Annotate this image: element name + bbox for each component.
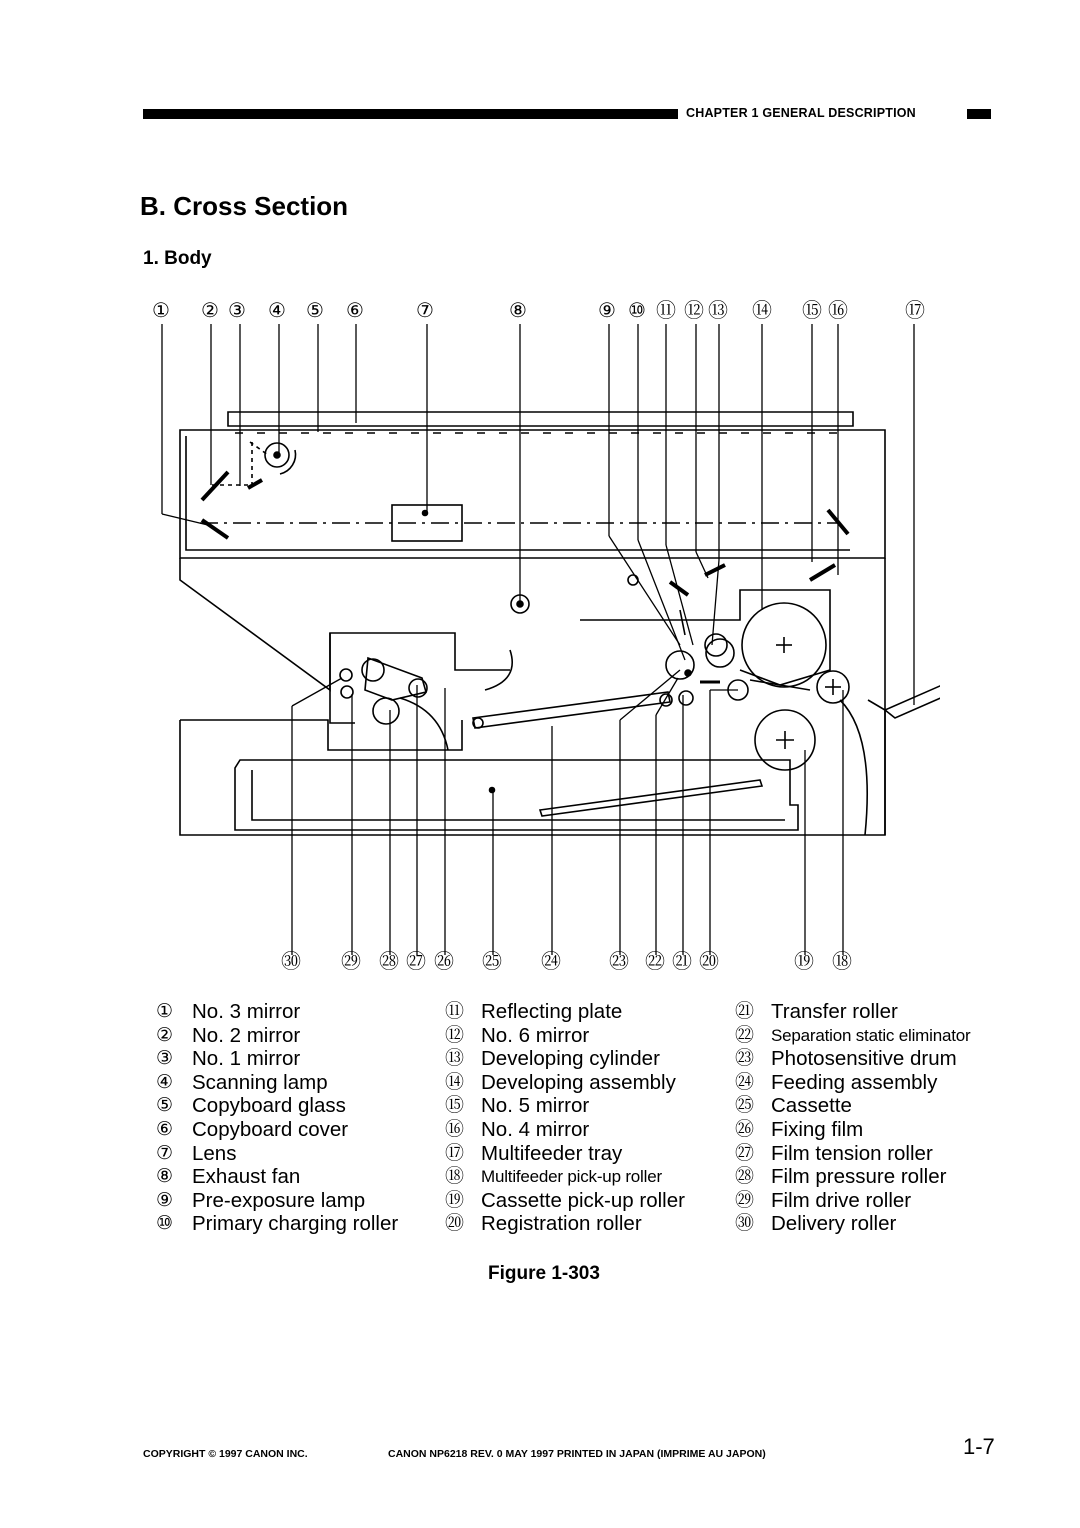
legend-item: ㉔ Feeding assembly xyxy=(735,1070,938,1094)
legend-item: ⑭ Developing assembly xyxy=(445,1070,676,1094)
callout-19: ⑲ xyxy=(794,949,814,973)
legend-item: ⑬ Developing cylinder xyxy=(445,1047,660,1071)
top-callouts xyxy=(152,298,925,322)
sub-title: 1. Body xyxy=(143,248,212,269)
lower-body xyxy=(180,558,885,835)
callout-4: ④ xyxy=(268,298,286,322)
legend-item: ㉒ Separation static eliminator xyxy=(735,1024,971,1046)
callout-9: ⑨ xyxy=(598,298,616,322)
chapter-heading: CHAPTER 1 GENERAL DESCRIPTION xyxy=(686,106,916,120)
callout-20: ⑳ xyxy=(699,949,719,973)
callout-30: ㉚ xyxy=(281,949,301,973)
legend-item: ㉑ Transfer roller xyxy=(735,1000,898,1023)
legend-item: ③ No. 1 mirror xyxy=(156,1047,301,1071)
callout-6: ⑥ xyxy=(346,298,364,322)
legend-item: ⑪ Reflecting plate xyxy=(445,1000,623,1023)
callout-17: ⑰ xyxy=(905,298,925,322)
legend-column-3 xyxy=(735,1000,970,1236)
legend-item: ④ Scanning lamp xyxy=(156,1070,328,1094)
bottom-callouts xyxy=(281,949,852,973)
callout-22: ㉒ xyxy=(645,949,665,973)
callout-16: ⑯ xyxy=(828,298,848,322)
legend-item: ⑮ No. 5 mirror xyxy=(445,1094,590,1118)
footer-print-info: CANON NP6218 REV. 0 MAY 1997 PRINTED IN JAPAN (IMPRIME AU JAPON) xyxy=(388,1448,766,1460)
feed-path xyxy=(235,671,940,835)
legend-column-1 xyxy=(156,1000,398,1236)
header-rule xyxy=(143,109,678,119)
callout-15: ⑮ xyxy=(802,298,822,322)
footer-copyright: COPYRIGHT © 1997 CANON INC. xyxy=(143,1448,308,1460)
callout-7: ⑦ xyxy=(416,298,434,322)
legend-item: ㉕ Cassette xyxy=(735,1094,852,1118)
legend-item: ㉗ Film tension roller xyxy=(735,1141,933,1165)
legend-item: ⑯ No. 4 mirror xyxy=(445,1117,590,1141)
callout-28: ㉘ xyxy=(379,949,399,973)
callout-8: ⑧ xyxy=(509,298,527,322)
callout-11: ⑪ xyxy=(656,298,676,322)
figure-caption: Figure 1-303 xyxy=(488,1263,600,1284)
callout-5: ⑤ xyxy=(306,298,324,322)
callout-21: ㉑ xyxy=(672,949,692,973)
legend-item: ⑦ Lens xyxy=(156,1141,237,1165)
callout-24: ㉔ xyxy=(541,949,561,973)
legend-item: ㉖ Fixing film xyxy=(735,1117,864,1141)
scanner-housing xyxy=(180,412,885,558)
callout-29: ㉙ xyxy=(341,949,361,973)
cross-section-diagram xyxy=(140,290,940,980)
legend-item: ㉙ Film drive roller xyxy=(735,1188,912,1212)
header-rule-end xyxy=(967,109,991,119)
callout-26: ㉖ xyxy=(434,949,454,973)
legend-item: ㉘ Film pressure roller xyxy=(735,1165,947,1189)
callout-14: ⑭ xyxy=(752,298,772,322)
callout-10: ⑩ xyxy=(628,298,646,322)
legend-item: ㉚ Delivery roller xyxy=(735,1212,897,1236)
legend-item: ⑩ Primary charging roller xyxy=(156,1212,399,1236)
page-number: 1-7 xyxy=(963,1434,995,1459)
legend-item: ⑫ No. 6 mirror xyxy=(445,1023,590,1047)
legend-item: ㉓ Photosensitive drum xyxy=(735,1047,957,1071)
legend-item: ⑱ Multifeeder pick-up roller xyxy=(445,1166,662,1188)
callout-25: ㉕ xyxy=(482,949,502,973)
callout-12: ⑫ xyxy=(684,298,704,322)
legend-item: ⑧ Exhaust fan xyxy=(156,1165,301,1189)
legend-item: ⑨ Pre-exposure lamp xyxy=(156,1188,366,1212)
callout-18: ⑱ xyxy=(832,949,852,973)
legend-item: ① No. 3 mirror xyxy=(156,1000,301,1023)
legend-column-2 xyxy=(445,1000,685,1236)
callout-2: ② xyxy=(201,298,219,322)
callout-23: ㉓ xyxy=(609,949,629,973)
section-title: B. Cross Section xyxy=(140,191,349,221)
legend-item: ② No. 2 mirror xyxy=(156,1023,301,1047)
fixing-unit xyxy=(330,633,448,750)
legend-item: ⑲ Cassette pick-up roller xyxy=(445,1188,685,1212)
top-leaders xyxy=(162,324,914,705)
legend-item: ⑥ Copyboard cover xyxy=(156,1117,349,1141)
process-unit xyxy=(580,565,835,706)
legend-item: ⑰ Multifeeder tray xyxy=(445,1141,623,1165)
callout-13: ⑬ xyxy=(708,298,728,322)
legend-item: ⑳ Registration roller xyxy=(445,1212,642,1236)
callout-3: ③ xyxy=(228,298,246,322)
legend-item: ⑤ Copyboard glass xyxy=(156,1094,346,1118)
callout-27: ㉗ xyxy=(406,949,426,973)
callout-1: ① xyxy=(152,298,170,322)
